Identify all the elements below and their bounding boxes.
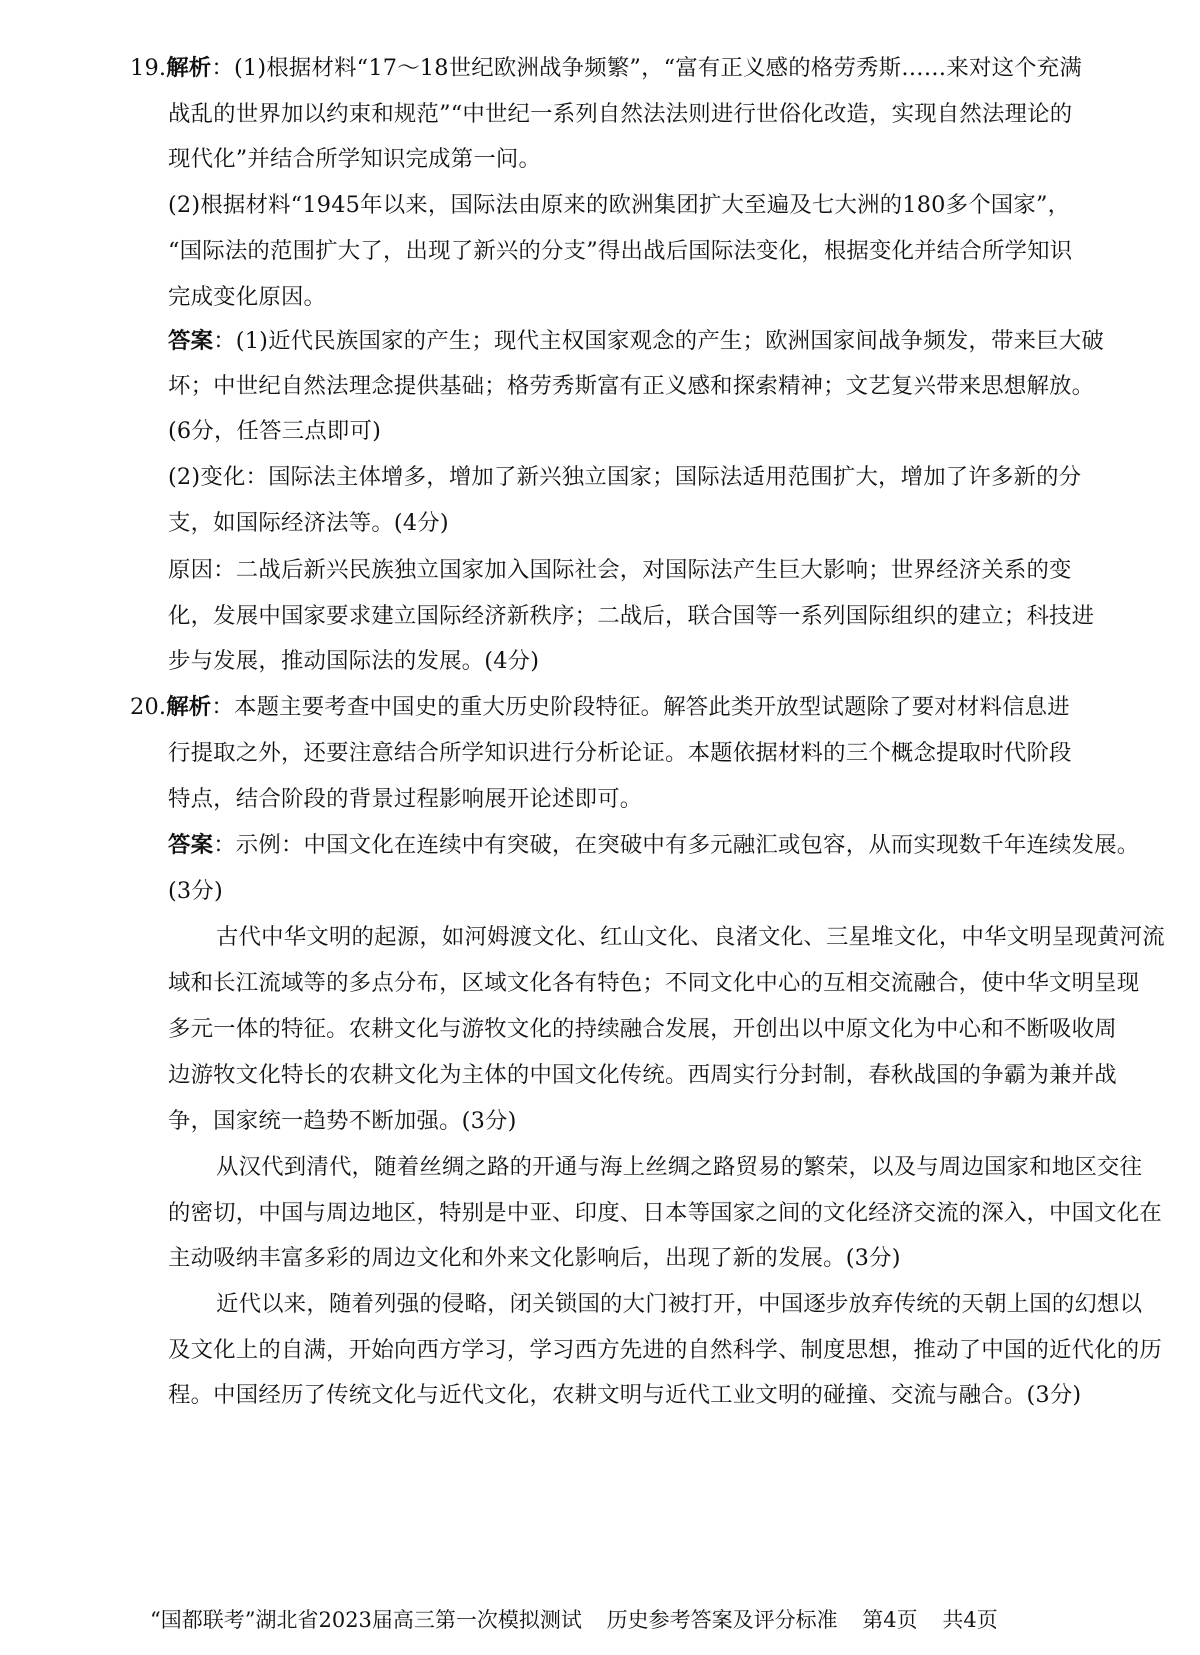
q20-number: 20.: [130, 694, 167, 720]
q19-answer-line-8: 步与发展，推动国际法的发展。(4分): [168, 648, 540, 674]
q19-answer-line-6: 原因：二战后新兴民族独立国家加入国际社会，对国际法产生巨大影响；世界经济关系的变: [168, 557, 1072, 583]
q20-para1-line-3: 多元一体的特征。农耕文化与游牧文化的持续融合发展，开创出以中原文化为中心和不断吸收周: [168, 1016, 1117, 1042]
footer-exam-title: “国都联考”湖北省2023届高三第一次模拟测试: [150, 1608, 582, 1632]
q20-answer-line-1: 答案：示例：中国文化在连续中有突破，在突破中有多元融汇或包容，从而实现数千年连续发展。: [168, 832, 1140, 858]
q19-analysis-label: 解析: [166, 55, 212, 81]
q20-para3-line-2: 及文化上的自满，开始向西方学习，学习西方先进的自然科学、制度思想，推动了中国的近代化的历: [168, 1337, 1162, 1363]
q20-answer-label: 答案: [168, 832, 214, 858]
q20-para2-line-3: 主动吸纳丰富多彩的周边文化和外来文化影响后，出现了新的发展。(3分): [168, 1245, 901, 1271]
q20-analysis-label: 解析: [166, 694, 212, 720]
q20-para2-line-1: 从汉代到清代，随着丝绸之路的开通与海上丝绸之路贸易的繁荣，以及与周边国家和地区交往: [216, 1154, 1143, 1180]
q19-answer-line-5: 支，如国际经济法等。(4分): [168, 510, 449, 536]
q20-para1-line-4: 边游牧文化特长的农耕文化为主体的中国文化传统。西周实行分封制，春秋战国的争霸为兼并战: [168, 1062, 1117, 1088]
q20-para1-line-5: 争，国家统一趋势不断加强。(3分): [168, 1108, 517, 1134]
footer-total-pages: 共4页: [942, 1608, 998, 1632]
q19-analysis-line-4: (2)根据材料“1945年以来，国际法由原来的欧洲集团扩大至遍及七大洲的180多个国家”，: [168, 192, 1071, 218]
q20-para2-line-2: 的密切，中国与周边地区，特别是中亚、印度、日本等国家之间的文化经济交流的深入，中国文化在: [168, 1200, 1162, 1226]
q19-analysis-line-1: 19.解析：(1)根据材料“17～18世纪欧洲战争频繁”，“富有正义感的格劳秀斯……来对这个充满: [130, 55, 1082, 81]
q19-answer-line-2: 坏；中世纪自然法理念提供基础；格劳秀斯富有正义感和探索精神；文艺复兴带来思想解放。: [168, 373, 1095, 399]
footer-page-number: 第4页: [862, 1608, 918, 1632]
q20-analysis-line-2: 行提取之外，还要注意结合所学知识进行分析论证。本题依据材料的三个概念提取时代阶段: [168, 740, 1072, 766]
q20-answer-line-2: (3分): [168, 878, 223, 904]
q19-answer-line-4: (2)变化：国际法主体增多，增加了新兴独立国家；国际法适用范围扩大，增加了许多新的分: [168, 464, 1082, 490]
q20-para3-line-1: 近代以来，随着列强的侵略，闭关锁国的大门被打开，中国逐步放弃传统的天朝上国的幻想以: [216, 1291, 1143, 1317]
q19-analysis-line-2: 战乱的世界加以约束和规范”“中世纪一系列自然法法则进行世俗化改造，实现自然法理论的: [168, 101, 1073, 127]
q19-analysis-line-3: 现代化”并结合所学知识完成第一问。: [168, 146, 542, 172]
q19-answer-line-7: 化，发展中国家要求建立国际经济新秩序；二战后，联合国等一系列国际组织的建立；科技进: [168, 603, 1095, 629]
q19-analysis-line-6: 完成变化原因。: [168, 284, 327, 310]
q19-answer-line-3: (6分，任答三点即可): [168, 418, 382, 444]
q20-para3-line-3: 程。中国经历了传统文化与近代文化，农耕文明与近代工业文明的碰撞、交流与融合。(3分): [168, 1382, 1082, 1408]
q19-answer-label: 答案: [168, 328, 214, 354]
q19-analysis-line-5: “国际法的范围扩大了，出现了新兴的分支”得出战后国际法变化，根据变化并结合所学知识: [168, 238, 1073, 264]
q20-analysis-line-3: 特点，结合阶段的背景过程影响展开论述即可。: [168, 786, 643, 812]
footer-subject: 历史参考答案及评分标准: [606, 1608, 838, 1632]
q20-analysis-line-1: 20.解析：本题主要考查中国史的重大历史阶段特征。解答此类开放型试题除了要对材料信息进: [130, 694, 1070, 720]
q19-answer-line-1: 答案：(1)近代民族国家的产生；现代主权国家观念的产生；欧洲国家间战争频发，带来巨大破: [168, 328, 1104, 354]
q20-para1-line-1: 古代中华文明的起源，如河姆渡文化、红山文化、良渚文化、三星堆文化，中华文明呈现黄河流: [216, 924, 1165, 950]
q19-number: 19.: [130, 55, 167, 81]
q20-para1-line-2: 域和长江流域等的多点分布，区域文化各有特色；不同文化中心的互相交流融合，使中华文明呈现: [168, 970, 1140, 996]
page-footer: [150, 1605, 1016, 1635]
